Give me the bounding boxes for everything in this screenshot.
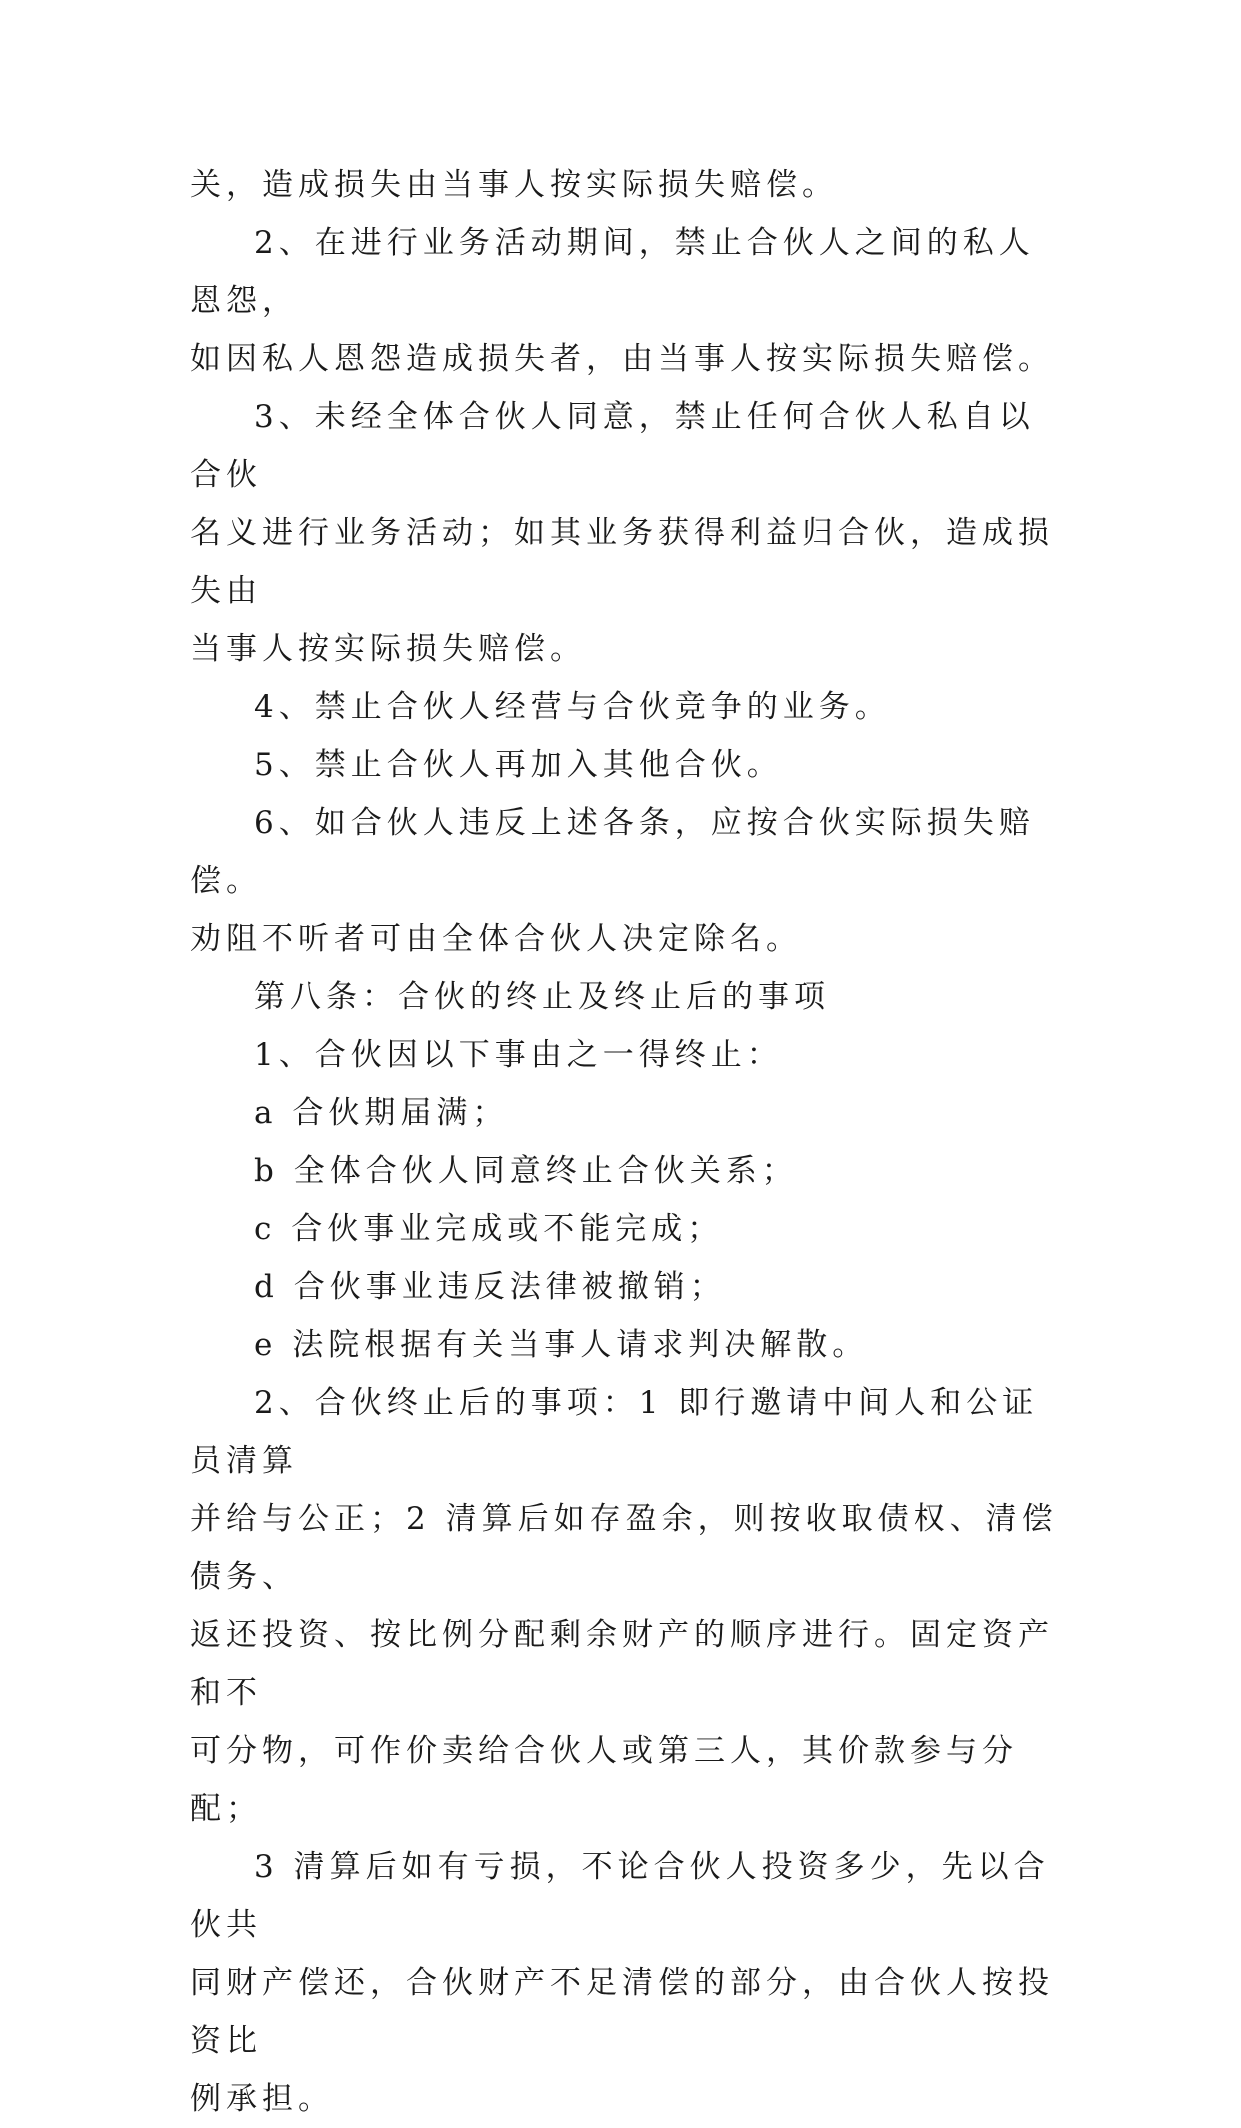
line: 6、如合伙人违反上述各条，应按合伙实际损失赔偿。 bbox=[190, 805, 1035, 899]
line: 3 清算后如有亏损，不论合伙人投资多少，先以合伙共 bbox=[190, 1849, 1050, 1943]
line: 同财产偿还，合伙财产不足清偿的部分，由合伙人按投资比 bbox=[190, 1965, 1054, 2059]
line: 并给与公正；2 清算后如存盈余，则按收取债权、清偿债务、 bbox=[190, 1501, 1058, 1595]
line: a 合伙期届满； bbox=[254, 1095, 509, 1131]
paragraph-clause-6 bbox=[190, 794, 1070, 968]
line: 名义进行业务活动；如其业务获得利益归合伙，造成损失由 bbox=[190, 515, 1054, 609]
paragraph-clause-4 bbox=[190, 678, 1070, 736]
line: 如因私人恩怨造成损失者，由当事人按实际损失赔偿。 bbox=[190, 341, 1054, 377]
paragraph-clause-2 bbox=[190, 214, 1070, 388]
line: c 合伙事业完成或不能完成； bbox=[254, 1211, 724, 1247]
list-item-a bbox=[190, 1084, 1070, 1142]
document-body bbox=[190, 156, 1070, 2128]
paragraph-1 bbox=[190, 156, 1070, 214]
line: 例承担。 bbox=[190, 2081, 334, 2117]
line: d 合伙事业违反法律被撤销； bbox=[254, 1269, 726, 1305]
line: e 法院根据有关当事人请求判决解散。 bbox=[254, 1327, 869, 1363]
line: 2、在进行业务活动期间，禁止合伙人之间的私人恩怨， bbox=[190, 225, 1035, 319]
line: 5、禁止合伙人再加入其他合伙。 bbox=[254, 747, 783, 783]
line: 4、禁止合伙人经营与合伙竞争的业务。 bbox=[254, 689, 891, 725]
line: 1、合伙因以下事由之一得终止： bbox=[254, 1037, 783, 1073]
list-item-b bbox=[190, 1142, 1070, 1200]
paragraph-clause-5 bbox=[190, 736, 1070, 794]
line: 第八条：合伙的终止及终止后的事项 bbox=[254, 979, 830, 1015]
line: 返还投资、按比例分配剩余财产的顺序进行。固定资产和不 bbox=[190, 1617, 1054, 1711]
list-item-e bbox=[190, 1316, 1070, 1374]
list-item-d bbox=[190, 1258, 1070, 1316]
line: 可分物，可作价卖给合伙人或第三人，其价款参与分配； bbox=[190, 1733, 1018, 1827]
paragraph-termination-3 bbox=[190, 1838, 1070, 2128]
paragraph-clause-3 bbox=[190, 388, 1070, 678]
list-item-c bbox=[190, 1200, 1070, 1258]
article-8-heading bbox=[190, 968, 1070, 1026]
line: 劝阻不听者可由全体合伙人决定除名。 bbox=[190, 921, 802, 957]
paragraph-termination-1 bbox=[190, 1026, 1070, 1084]
paragraph-termination-2 bbox=[190, 1374, 1070, 1838]
line: 3、未经全体合伙人同意，禁止任何合伙人私自以合伙 bbox=[190, 399, 1035, 493]
line: 2、合伙终止后的事项：1 即行邀请中间人和公证员清算 bbox=[190, 1385, 1039, 1479]
line: 当事人按实际损失赔偿。 bbox=[190, 631, 586, 667]
line: b 全体合伙人同意终止合伙关系； bbox=[254, 1153, 798, 1189]
line: 关，造成损失由当事人按实际损失赔偿。 bbox=[190, 167, 838, 203]
